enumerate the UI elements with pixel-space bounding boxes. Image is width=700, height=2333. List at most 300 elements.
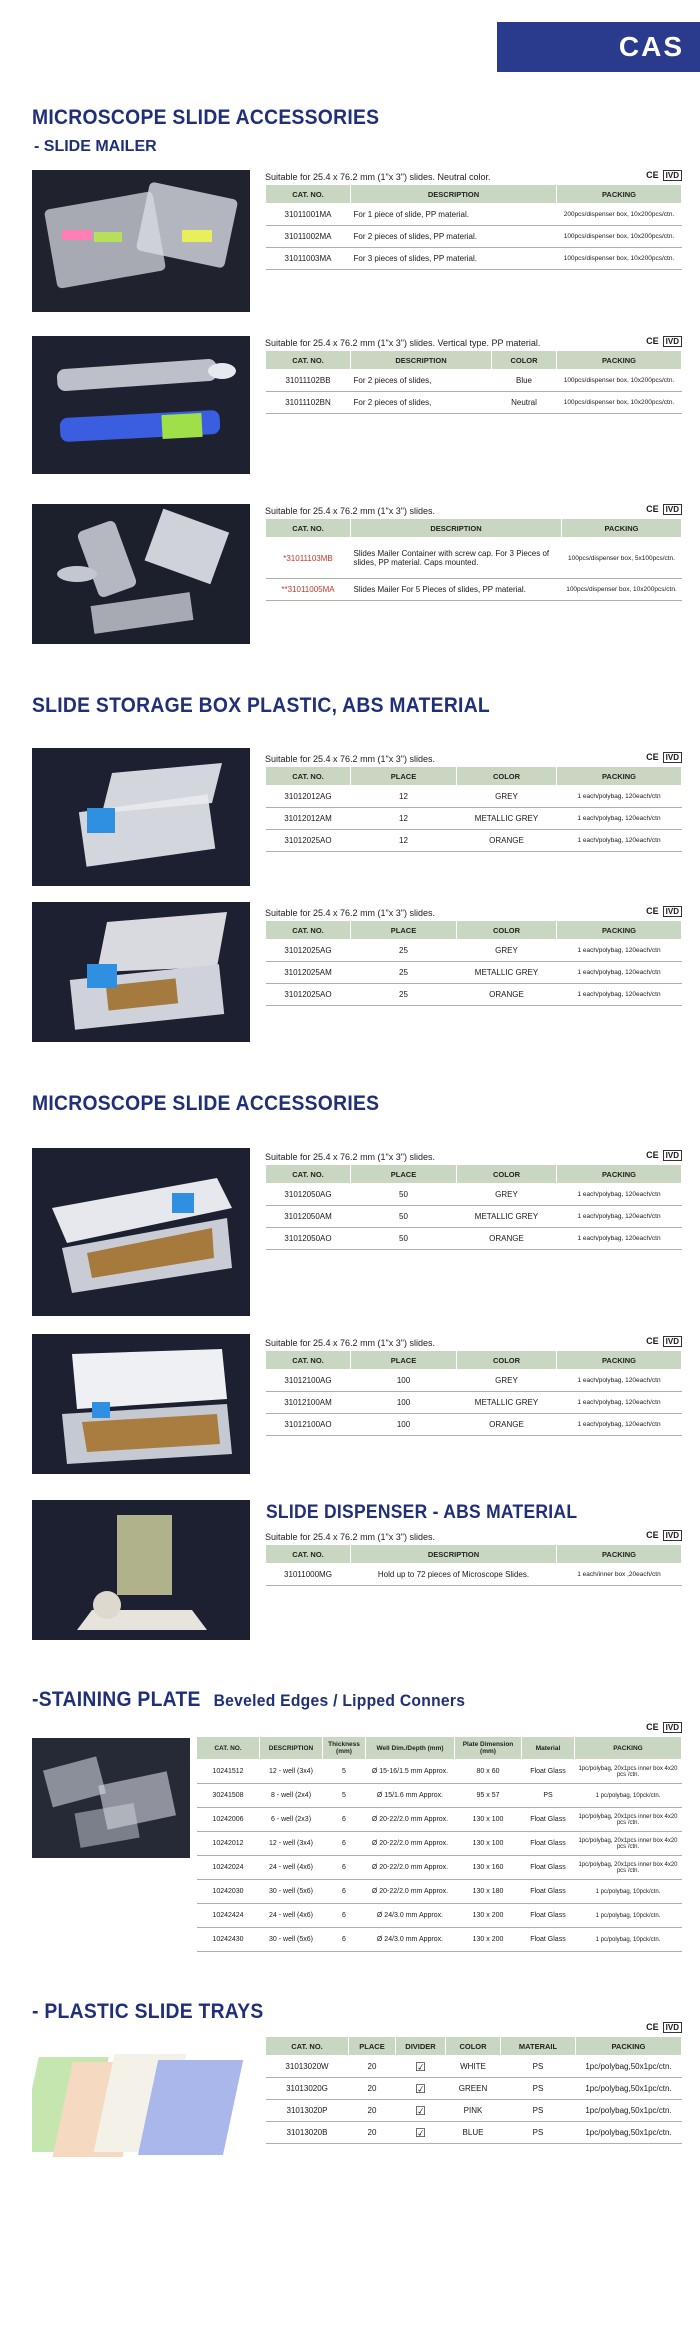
trays-cert xyxy=(642,2022,682,2033)
cell-packing: 1 each/polybag, 120each/ctn xyxy=(557,1392,682,1414)
table-row xyxy=(266,226,682,248)
ce-mark: CE xyxy=(646,1336,659,1346)
header-cat-no: CAT. NO. xyxy=(197,1737,260,1760)
header-color: COLOR xyxy=(457,1165,557,1184)
cell-color: METALLIC GREY xyxy=(457,962,557,984)
cell-description: 24 - well (4x6) xyxy=(260,1904,323,1928)
cell-cat-no: 31011000MG xyxy=(266,1564,351,1586)
cell-description: 30 - well (5x6) xyxy=(260,1928,323,1952)
mailer2-cert xyxy=(642,336,682,347)
cas-label: CAS xyxy=(618,31,684,62)
cell-packing: 1 pc/polybag, 10pck/ctn. xyxy=(575,1904,682,1928)
cell-place: 20 xyxy=(349,2122,396,2144)
cell-material: PS xyxy=(522,1784,575,1808)
cell-cat-no: 31012012AG xyxy=(266,786,351,808)
section-title-slide-accessories: MICROSCOPE SLIDE ACCESSORIES xyxy=(32,106,380,129)
cell-color: Blue xyxy=(492,370,557,392)
cell-plate-dim: 130 x 100 xyxy=(455,1808,522,1832)
cell-color: ORANGE xyxy=(457,1414,557,1436)
header-cat-no: CAT. NO. xyxy=(266,1351,351,1370)
table-row xyxy=(266,1564,682,1586)
cell-packing: 1 each/polybag, 120each/ctn xyxy=(557,786,682,808)
cell-place: 100 xyxy=(351,1392,457,1414)
cell-place: 12 xyxy=(351,830,457,852)
staining-plate-image xyxy=(32,1738,190,1858)
mailer3-note: Suitable for 25.4 x 76.2 mm (1"x 3") slides. xyxy=(265,506,435,516)
storage4-block xyxy=(265,1336,682,1436)
cell-packing: 1pc/polybag,50x1pc/ctn. xyxy=(576,2122,682,2144)
table-row xyxy=(266,1228,682,1250)
table-row xyxy=(266,808,682,830)
cell-packing: 200pcs/dispenser box, 10x200pcs/ctn. xyxy=(557,204,682,226)
cell-thickness: 6 xyxy=(323,1880,366,1904)
cell-description: For 2 pieces of slides, xyxy=(351,392,492,414)
table-row xyxy=(197,1760,682,1784)
cell-packing: 1pc/polybag, 20x1pcs inner box 4x20 pcs /ctn. xyxy=(575,1808,682,1832)
header-packing: PACKING xyxy=(557,1545,682,1564)
staining-title-main: -STAINING PLATE xyxy=(32,1688,201,1711)
photo-slide-mailer-2 xyxy=(32,336,250,474)
cell-cat-no: 31012100AO xyxy=(266,1414,351,1436)
storage2-note: Suitable for 25.4 x 76.2 mm (1"x 3") slides. xyxy=(265,908,435,918)
cell-cat-no: 31012050AO xyxy=(266,1228,351,1250)
table-row xyxy=(266,2078,682,2100)
cell-cat-no: **31011005MA xyxy=(266,579,351,601)
section-title-slide-dispenser: SLIDE DISPENSER - ABS MATERIAL xyxy=(266,1502,578,1523)
cell-place: 25 xyxy=(351,962,457,984)
cell-cat-no: 31012025AO xyxy=(266,984,351,1006)
cell-color: GREEN xyxy=(446,2078,501,2100)
mailer1-cert xyxy=(642,170,682,181)
cell-place: 25 xyxy=(351,984,457,1006)
cell-well-dim: Ø 20-22/2.0 mm Approx. xyxy=(366,1832,455,1856)
cell-place: 50 xyxy=(351,1228,457,1250)
cell-color: METALLIC GREY xyxy=(457,808,557,830)
cell-well-dim: Ø 20-22/2.0 mm Approx. xyxy=(366,1856,455,1880)
cell-packing: 1 each/polybag, 120each/ctn xyxy=(557,1414,682,1436)
cell-color: Neutral xyxy=(492,392,557,414)
cell-packing: 100pcs/dispenser box, 10x200pcs/ctn. xyxy=(557,248,682,270)
cell-cat-no: 31012012AM xyxy=(266,808,351,830)
ce-mark: CE xyxy=(646,2022,659,2032)
ivd-mark: IVD xyxy=(663,906,682,917)
header-cat-no: CAT. NO. xyxy=(266,1165,351,1184)
cell-color: GREY xyxy=(457,1184,557,1206)
cell-thickness: 6 xyxy=(323,1928,366,1952)
cell-description: 12 - well (3x4) xyxy=(260,1760,323,1784)
header-cat-no: CAT. NO. xyxy=(266,2037,349,2056)
header-cat-no: CAT. NO. xyxy=(266,767,351,786)
cell-place: 50 xyxy=(351,1206,457,1228)
cell-packing: 1 each/polybag, 120each/ctn xyxy=(557,1206,682,1228)
cell-plate-dim: 95 x 57 xyxy=(455,1784,522,1808)
header-packing: PACKING xyxy=(557,351,682,370)
mailer3-block xyxy=(265,504,682,601)
mailer2-note: Suitable for 25.4 x 76.2 mm (1"x 3") slides. Vertical type. PP material. xyxy=(265,338,541,348)
header-place: PLACE xyxy=(351,1351,457,1370)
cell-description: 24 - well (4x6) xyxy=(260,1856,323,1880)
cell-plate-dim: 130 x 180 xyxy=(455,1880,522,1904)
plastic-slide-trays-image xyxy=(32,2042,250,2162)
table-row xyxy=(197,1808,682,1832)
cas-banner xyxy=(497,22,700,72)
slide-dispenser-image xyxy=(32,1500,250,1640)
table-row xyxy=(266,1414,682,1436)
header-packing: PACKING xyxy=(557,1351,682,1370)
header-plate-dim: Plate Dimension (mm) xyxy=(455,1737,522,1760)
header-color: COLOR xyxy=(446,2037,501,2056)
cell-packing: 1 each/polybag, 120each/ctn xyxy=(557,984,682,1006)
cell-cat-no: *31011103MB xyxy=(266,538,351,579)
cell-description: 8 - well (2x4) xyxy=(260,1784,323,1808)
trays-block xyxy=(265,2022,682,2144)
cell-description: Slides Mailer For 5 Pieces of slides, PP material. xyxy=(351,579,562,601)
cell-place: 100 xyxy=(351,1370,457,1392)
header-well-dim: Well Dim./Depth (mm) xyxy=(366,1737,455,1760)
header-packing: PACKING xyxy=(562,519,682,538)
cell-packing: 100pcs/dispenser box, 10x200pcs/ctn. xyxy=(562,579,682,601)
header-color: COLOR xyxy=(457,921,557,940)
table-row xyxy=(266,940,682,962)
cell-packing: 1pc/polybag, 20x1pcs inner box 4x20 pcs /ctn. xyxy=(575,1760,682,1784)
header-cat-no: CAT. NO. xyxy=(266,185,351,204)
header-color: COLOR xyxy=(492,351,557,370)
cell-packing: 1pc/polybag, 20x1pcs inner box 4x20 pcs /ctn. xyxy=(575,1856,682,1880)
photo-slide-dispenser xyxy=(32,1500,250,1640)
cell-well-dim: Ø 24/3.0 mm Approx. xyxy=(366,1928,455,1952)
cell-description: 6 - well (2x3) xyxy=(260,1808,323,1832)
mailer1-table xyxy=(265,184,682,270)
cell-packing: 1 each/polybag, 120each/ctn xyxy=(557,1370,682,1392)
cell-material: PS xyxy=(501,2100,576,2122)
ivd-mark: IVD xyxy=(663,1150,682,1161)
ce-mark: CE xyxy=(646,1150,659,1160)
mailer2-table xyxy=(265,350,682,414)
dispenser-note: Suitable for 25.4 x 76.2 mm (1"x 3") slides. xyxy=(265,1532,435,1542)
storage4-cert xyxy=(642,1336,682,1347)
ivd-mark: IVD xyxy=(663,170,682,181)
cell-material: PS xyxy=(501,2056,576,2078)
cell-cat-no: 10241512 xyxy=(197,1760,260,1784)
mailer1-block xyxy=(265,170,682,270)
cell-place: 12 xyxy=(351,808,457,830)
cell-cat-no: 31013020P xyxy=(266,2100,349,2122)
cell-thickness: 6 xyxy=(323,1904,366,1928)
table-row xyxy=(266,984,682,1006)
cell-material: Float Glass xyxy=(522,1832,575,1856)
checkbox-icon: ☑ xyxy=(396,2100,446,2122)
mailer3-table xyxy=(265,518,682,601)
table-row xyxy=(266,962,682,984)
ivd-mark: IVD xyxy=(663,336,682,347)
storage3-cert xyxy=(642,1150,682,1161)
table-row xyxy=(266,1206,682,1228)
cell-well-dim: Ø 15/1.6 mm Approx. xyxy=(366,1784,455,1808)
cell-cat-no: 31012025AO xyxy=(266,830,351,852)
cell-color: ORANGE xyxy=(457,830,557,852)
slide-mailer-3-image xyxy=(32,504,250,644)
table-row xyxy=(266,1184,682,1206)
header-place: PLACE xyxy=(351,767,457,786)
table-row xyxy=(266,392,682,414)
cell-thickness: 5 xyxy=(323,1760,366,1784)
cell-cat-no: 31013020B xyxy=(266,2122,349,2144)
storage4-table xyxy=(265,1350,682,1436)
cell-cat-no: 31012100AM xyxy=(266,1392,351,1414)
ivd-mark: IVD xyxy=(663,1722,682,1733)
storage3-table xyxy=(265,1164,682,1250)
cell-packing: 1 each/polybag, 120each/ctn xyxy=(557,940,682,962)
cell-description: For 2 pieces of slides, PP material. xyxy=(351,226,557,248)
cell-color: ORANGE xyxy=(457,984,557,1006)
cell-plate-dim: 130 x 160 xyxy=(455,1856,522,1880)
cell-well-dim: Ø 15-16/1.5 mm Approx. xyxy=(366,1760,455,1784)
section-title-slide-accessories-2: MICROSCOPE SLIDE ACCESSORIES xyxy=(32,1092,380,1115)
cell-packing: 1 pc/polybag, 10pck/ctn. xyxy=(575,1784,682,1808)
cell-packing: 100pcs/dispenser box, 5x100pcs/ctn. xyxy=(562,538,682,579)
checkbox-icon: ☑ xyxy=(396,2122,446,2144)
cell-material: PS xyxy=(501,2078,576,2100)
ce-mark: CE xyxy=(646,1530,659,1540)
header-divider: DIVIDER xyxy=(396,2037,446,2056)
cell-color: WHITE xyxy=(446,2056,501,2078)
photo-staining-plate xyxy=(32,1738,190,1858)
dispenser-cert xyxy=(642,1530,682,1541)
storage-box-25-image xyxy=(32,902,250,1042)
header-material: Material xyxy=(522,1737,575,1760)
cell-material: Float Glass xyxy=(522,1856,575,1880)
header-packing: PACKING xyxy=(576,2037,682,2056)
ivd-mark: IVD xyxy=(663,1336,682,1347)
cell-cat-no: 31011102BB xyxy=(266,370,351,392)
cell-color: BLUE xyxy=(446,2122,501,2144)
slide-mailer-2-image xyxy=(32,336,250,474)
checkbox-icon: ☑ xyxy=(396,2056,446,2078)
header-material: MATERAIL xyxy=(501,2037,576,2056)
cell-cat-no: 31013020G xyxy=(266,2078,349,2100)
cell-place: 20 xyxy=(349,2078,396,2100)
cell-cat-no: 10242012 xyxy=(197,1832,260,1856)
dispenser-table xyxy=(265,1544,682,1586)
cell-description: For 1 piece of slide, PP material. xyxy=(351,204,557,226)
cell-cat-no: 10242430 xyxy=(197,1928,260,1952)
table-row xyxy=(266,1392,682,1414)
dispenser-block xyxy=(265,1530,682,1586)
section-title-staining-plate xyxy=(32,1688,465,1712)
cell-place: 50 xyxy=(351,1184,457,1206)
cell-color: METALLIC GREY xyxy=(457,1392,557,1414)
cell-packing: 100pcs/dispenser box, 10x200pcs/ctn. xyxy=(557,226,682,248)
photo-slide-mailer-1 xyxy=(32,170,250,312)
header-packing: PACKING xyxy=(557,767,682,786)
header-packing: PACKING xyxy=(557,921,682,940)
cell-packing: 1 each/polybag, 120each/ctn xyxy=(557,830,682,852)
cell-plate-dim: 80 x 60 xyxy=(455,1760,522,1784)
cell-packing: 1 pc/polybag, 10pck/ctn. xyxy=(575,1880,682,1904)
table-row xyxy=(266,538,682,579)
cell-color: GREY xyxy=(457,786,557,808)
cell-packing: 1 each/polybag, 120each/ctn xyxy=(557,808,682,830)
storage4-note: Suitable for 25.4 x 76.2 mm (1"x 3") slides. xyxy=(265,1338,435,1348)
ce-mark: CE xyxy=(646,1722,659,1732)
cell-packing: 1pc/polybag,50x1pc/ctn. xyxy=(576,2078,682,2100)
cell-description: Hold up to 72 pieces of Microscope Slides. xyxy=(351,1564,557,1586)
storage3-note: Suitable for 25.4 x 76.2 mm (1"x 3") slides. xyxy=(265,1152,435,1162)
header-description: DESCRIPTION xyxy=(351,519,562,538)
storage1-block xyxy=(265,752,682,852)
cell-packing: 1 each/inner box ,20each/ctn xyxy=(557,1564,682,1586)
cell-place: 12 xyxy=(351,786,457,808)
table-row xyxy=(266,786,682,808)
table-row xyxy=(266,204,682,226)
header-place: PLACE xyxy=(349,2037,396,2056)
storage1-table xyxy=(265,766,682,852)
header-cat-no: CAT. NO. xyxy=(266,519,351,538)
cell-thickness: 6 xyxy=(323,1808,366,1832)
cell-packing: 100pcs/dispenser box, 10x200pcs/ctn. xyxy=(557,392,682,414)
cell-place: 20 xyxy=(349,2056,396,2078)
cell-place: 25 xyxy=(351,940,457,962)
cell-cat-no: 10242030 xyxy=(197,1880,260,1904)
staining-block xyxy=(196,1722,682,1952)
header-cat-no: CAT. NO. xyxy=(266,351,351,370)
header-description: DESCRIPTION xyxy=(351,351,492,370)
cell-thickness: 6 xyxy=(323,1832,366,1856)
cell-cat-no: 31011001MA xyxy=(266,204,351,226)
cell-cat-no: 10242424 xyxy=(197,1904,260,1928)
cell-cat-no: 31011003MA xyxy=(266,248,351,270)
ivd-mark: IVD xyxy=(663,2022,682,2033)
cell-place: 20 xyxy=(349,2100,396,2122)
cell-cat-no: 10242006 xyxy=(197,1808,260,1832)
storage1-note: Suitable for 25.4 x 76.2 mm (1"x 3") slides. xyxy=(265,754,435,764)
staining-title-sub: Beveled Edges / Lipped Conners xyxy=(213,1691,466,1710)
storage1-cert xyxy=(642,752,682,763)
cell-cat-no: 31012100AG xyxy=(266,1370,351,1392)
cell-packing: 1pc/polybag, 20x1pcs inner box 4x20 pcs /ctn. xyxy=(575,1832,682,1856)
table-row xyxy=(266,248,682,270)
table-row xyxy=(266,830,682,852)
trays-table xyxy=(265,2036,682,2144)
table-row xyxy=(266,370,682,392)
cell-cat-no: 10242024 xyxy=(197,1856,260,1880)
cell-plate-dim: 130 x 100 xyxy=(455,1832,522,1856)
table-row xyxy=(266,2100,682,2122)
header-packing: PACKING xyxy=(557,1165,682,1184)
table-row xyxy=(197,1832,682,1856)
cell-well-dim: Ø 24/3.0 mm Approx. xyxy=(366,1904,455,1928)
cell-thickness: 6 xyxy=(323,1856,366,1880)
photo-storage-box-12 xyxy=(32,748,250,886)
storage2-cert xyxy=(642,906,682,917)
storage2-table xyxy=(265,920,682,1006)
subtitle-slide-mailer: - SLIDE MAILER xyxy=(34,138,157,155)
cell-cat-no: 31011002MA xyxy=(266,226,351,248)
mailer3-cert xyxy=(642,504,682,515)
checkbox-icon: ☑ xyxy=(396,2078,446,2100)
cell-plate-dim: 130 x 200 xyxy=(455,1904,522,1928)
header-cat-no: CAT. NO. xyxy=(266,921,351,940)
photo-slide-mailer-3 xyxy=(32,504,250,644)
cell-color: ORANGE xyxy=(457,1228,557,1250)
cell-packing: 1 each/polybag, 120each/ctn xyxy=(557,962,682,984)
header-description: DESCRIPTION xyxy=(351,185,557,204)
table-row xyxy=(197,1928,682,1952)
photo-storage-box-25 xyxy=(32,902,250,1042)
cell-material: Float Glass xyxy=(522,1760,575,1784)
storage2-block xyxy=(265,906,682,1006)
cell-cat-no: 31013020W xyxy=(266,2056,349,2078)
ivd-mark: IVD xyxy=(663,1530,682,1541)
header-description: DESCRIPTION xyxy=(260,1737,323,1760)
cell-plate-dim: 130 x 200 xyxy=(455,1928,522,1952)
cell-color: GREY xyxy=(457,1370,557,1392)
cell-color: PINK xyxy=(446,2100,501,2122)
cell-cat-no: 31012025AG xyxy=(266,940,351,962)
ce-mark: CE xyxy=(646,906,659,916)
table-row xyxy=(197,1904,682,1928)
header-place: PLACE xyxy=(351,1165,457,1184)
photo-storage-box-50 xyxy=(32,1148,250,1316)
cell-material: Float Glass xyxy=(522,1928,575,1952)
cell-material: PS xyxy=(501,2122,576,2144)
cell-well-dim: Ø 20-22/2.0 mm Approx. xyxy=(366,1808,455,1832)
cell-description: 12 - well (3x4) xyxy=(260,1832,323,1856)
slide-mailer-1-image xyxy=(32,170,250,312)
staining-table xyxy=(196,1736,682,1952)
table-row xyxy=(197,1856,682,1880)
ivd-mark: IVD xyxy=(663,504,682,515)
table-row xyxy=(266,1370,682,1392)
cell-cat-no: 31012025AM xyxy=(266,962,351,984)
table-row xyxy=(266,2056,682,2078)
cell-description: For 2 pieces of slides, xyxy=(351,370,492,392)
cell-material: Float Glass xyxy=(522,1808,575,1832)
cell-description: Slides Mailer Container with screw cap. For 3 Pieces of slides, PP material. Caps mounted. xyxy=(351,538,562,579)
cell-packing: 1 each/polybag, 120each/ctn xyxy=(557,1184,682,1206)
cell-packing: 1 pc/polybag, 10pck/ctn. xyxy=(575,1928,682,1952)
cell-thickness: 5 xyxy=(323,1784,366,1808)
cell-description: For 3 pieces of slides, PP material. xyxy=(351,248,557,270)
table-row xyxy=(266,2122,682,2144)
cell-color: METALLIC GREY xyxy=(457,1206,557,1228)
cell-packing: 100pcs/dispenser box, 10x200pcs/ctn. xyxy=(557,370,682,392)
header-place: PLACE xyxy=(351,921,457,940)
cell-packing: 1 each/polybag, 120each/ctn xyxy=(557,1228,682,1250)
cell-well-dim: Ø 20-22/2.0 mm Approx. xyxy=(366,1880,455,1904)
header-color: COLOR xyxy=(457,1351,557,1370)
cell-description: 30 - well (5x6) xyxy=(260,1880,323,1904)
header-cat-no: CAT. NO. xyxy=(266,1545,351,1564)
cell-cat-no: 31011102BN xyxy=(266,392,351,414)
cell-packing: 1pc/polybag,50x1pc/ctn. xyxy=(576,2056,682,2078)
header-color: COLOR xyxy=(457,767,557,786)
cell-place: 100 xyxy=(351,1414,457,1436)
section-title-plastic-slide-trays: - PLASTIC SLIDE TRAYS xyxy=(32,2000,264,2023)
header-packing: PACKING xyxy=(557,185,682,204)
mailer1-note: Suitable for 25.4 x 76.2 mm (1"x 3") slides. Neutral color. xyxy=(265,172,491,182)
photo-plastic-slide-trays xyxy=(32,2042,250,2162)
table-row xyxy=(197,1880,682,1904)
ce-mark: CE xyxy=(646,336,659,346)
ce-mark: CE xyxy=(646,504,659,514)
header-description: DESCRIPTION xyxy=(351,1545,557,1564)
ce-mark: CE xyxy=(646,170,659,180)
storage3-block xyxy=(265,1150,682,1250)
cell-cat-no: 31012050AM xyxy=(266,1206,351,1228)
ce-mark: CE xyxy=(646,752,659,762)
cell-packing: 1pc/polybag,50x1pc/ctn. xyxy=(576,2100,682,2122)
